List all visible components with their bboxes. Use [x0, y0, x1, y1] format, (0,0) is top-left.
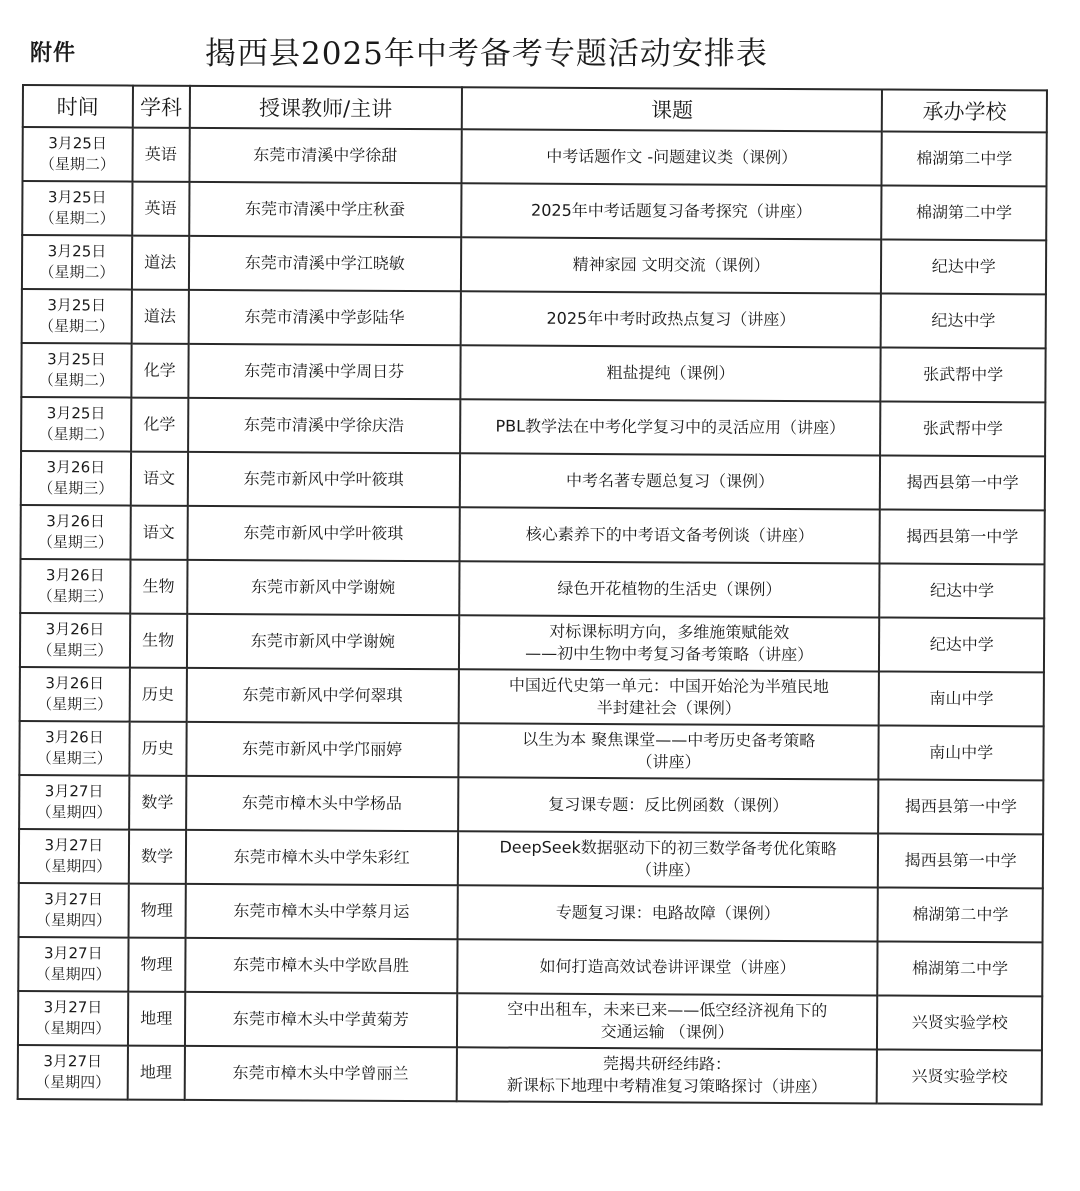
topic-line: 如何打造高效试卷讲评课堂（讲座） — [539, 956, 796, 978]
cell-subject: 生物 — [130, 560, 187, 614]
cell-subject: 英语 — [132, 128, 189, 182]
cell-topic — [460, 345, 881, 401]
cell-topic — [458, 669, 879, 725]
table-row — [22, 235, 1046, 294]
schedule-table — [17, 84, 1048, 1105]
cell-date: 3月27日 — [43, 944, 103, 963]
cell-time — [20, 559, 130, 614]
cell-school: 棉湖第二中学 — [882, 132, 1047, 187]
table-row — [21, 451, 1045, 510]
cell-topic — [459, 561, 880, 617]
topic-line: 半封建社会（课例） — [596, 698, 741, 718]
cell-school: 南山中学 — [879, 671, 1044, 726]
cell-time — [19, 883, 129, 938]
table-row — [21, 343, 1045, 402]
cell-teacher: 东莞市新风中学邝丽婷 — [186, 722, 459, 777]
cell-school: 棉湖第二中学 — [882, 186, 1047, 241]
topic-line: （讲座） — [636, 752, 701, 772]
topic-line: 空中出租车，未来已来——低空经济视角下的 — [507, 999, 828, 1021]
cell-topic — [460, 453, 881, 509]
cell-topic — [457, 1047, 878, 1103]
cell-topic — [458, 723, 879, 779]
cell-topic — [460, 399, 881, 455]
cell-school: 揭西县第一中学 — [878, 779, 1043, 834]
cell-school: 纪达中学 — [881, 294, 1046, 349]
cell-weekday: （星期二） — [39, 317, 115, 336]
cell-topic — [461, 183, 882, 239]
attachment-label: 附件 — [30, 41, 77, 66]
cell-date: 3月27日 — [44, 890, 103, 909]
table-row — [22, 289, 1046, 348]
cell-date: 3月25日 — [47, 242, 107, 261]
header-teacher: 授课教师/主讲 — [189, 86, 461, 129]
topic-line: 莞揭共研经纬路： — [602, 1054, 732, 1074]
cell-teacher: 东莞市新风中学叶筱琪 — [187, 506, 460, 561]
cell-date: 3月25日 — [47, 350, 106, 369]
cell-topic — [457, 993, 878, 1049]
cell-weekday: （星期四） — [35, 1073, 111, 1092]
table-row — [19, 883, 1043, 942]
cell-weekday: （星期三） — [36, 749, 112, 768]
cell-weekday: （星期二） — [38, 371, 114, 390]
topic-line: 以生为本 聚焦课堂——中考历史备考策略 — [522, 729, 816, 751]
cell-weekday: （星期三） — [37, 695, 113, 714]
cell-time — [18, 937, 128, 992]
cell-date: 3月26日 — [45, 674, 105, 693]
cell-subject: 语文 — [130, 506, 187, 560]
topic-line: 专题复习课：电路故障（课例） — [555, 902, 780, 923]
cell-teacher: 东莞市清溪中学周日芬 — [188, 344, 461, 399]
topic-line: 精神家园 文明交流（课例） — [572, 254, 770, 275]
cell-date: 3月27日 — [43, 998, 103, 1017]
cell-teacher: 东莞市樟木头中学欧昌胜 — [185, 938, 458, 993]
table-row — [21, 505, 1045, 564]
cell-time — [22, 181, 132, 236]
topic-line: 交通运输 （课例） — [600, 1022, 734, 1042]
cell-date: 3月26日 — [46, 512, 105, 531]
cell-weekday: （星期四） — [35, 1019, 111, 1038]
cell-date: 3月27日 — [44, 782, 104, 801]
cell-date: 3月25日 — [46, 404, 106, 423]
table-row — [18, 1045, 1042, 1104]
cell-topic — [459, 615, 880, 671]
cell-teacher: 东莞市樟木头中学曾丽兰 — [184, 1046, 457, 1101]
cell-weekday: （星期四） — [36, 803, 112, 822]
header-time: 时间 — [23, 85, 133, 128]
topic-line: PBL教学法在中考化学复习中的灵活应用（讲座） — [495, 416, 846, 438]
cell-teacher: 东莞市清溪中学徐庆浩 — [188, 398, 461, 453]
cell-time — [19, 721, 129, 776]
cell-time — [21, 343, 131, 398]
table-row — [19, 829, 1043, 888]
cell-weekday: （星期二） — [39, 263, 115, 282]
document-title: 揭西县2025年中考备考专题活动安排表 — [205, 36, 768, 72]
cell-subject: 物理 — [128, 938, 185, 992]
cell-time — [20, 613, 130, 668]
cell-subject: 数学 — [129, 776, 186, 830]
table-row — [19, 721, 1043, 780]
table-row — [21, 397, 1045, 456]
cell-school: 棉湖第二中学 — [878, 887, 1043, 942]
cell-school: 揭西县第一中学 — [880, 509, 1045, 564]
topic-line: 2025年中考话题复习备考探究（讲座） — [531, 200, 812, 222]
table-header-row — [23, 85, 1047, 132]
cell-subject: 历史 — [129, 668, 186, 722]
cell-school: 纪达中学 — [880, 563, 1045, 618]
cell-weekday: （星期二） — [38, 425, 114, 444]
cell-topic — [459, 507, 880, 563]
cell-teacher: 东莞市樟木头中学朱彩红 — [185, 830, 458, 885]
cell-teacher: 东莞市樟木头中学杨品 — [186, 776, 459, 831]
table-row — [22, 127, 1046, 186]
topic-line: 复习课专题：反比例函数（课例） — [548, 794, 789, 816]
cell-topic — [458, 777, 879, 833]
cell-teacher: 东莞市清溪中学徐甜 — [189, 128, 462, 183]
topic-line: 核心素养下的中考语文备考例谈（讲座） — [525, 524, 814, 546]
topic-line: 中考名著专题总复习（课例） — [565, 470, 775, 491]
cell-weekday: （星期三） — [37, 533, 114, 552]
cell-weekday: （星期四） — [35, 965, 111, 984]
table-row — [22, 181, 1046, 240]
cell-time — [21, 505, 131, 560]
cell-weekday: （星期二） — [39, 155, 115, 174]
cell-school: 南山中学 — [879, 725, 1044, 780]
cell-school: 张武帮中学 — [880, 402, 1045, 457]
cell-date: 3月27日 — [44, 836, 104, 855]
table-row — [20, 667, 1044, 726]
cell-date: 3月26日 — [45, 620, 105, 639]
topic-line: 绿色开花植物的生活史（课例） — [557, 578, 782, 599]
cell-subject: 历史 — [129, 722, 186, 776]
cell-weekday: （星期四） — [35, 911, 112, 930]
topic-line: 新课标下地理中考精准复习策略探讨（讲座） — [506, 1075, 827, 1097]
cell-weekday: （星期二） — [39, 209, 115, 228]
cell-date: 3月25日 — [48, 134, 107, 153]
cell-teacher: 东莞市新风中学何翠琪 — [186, 668, 459, 723]
cell-subject: 地理 — [128, 992, 185, 1046]
cell-date: 3月26日 — [46, 458, 106, 477]
cell-teacher: 东莞市清溪中学庄秋蚕 — [189, 182, 462, 237]
cell-weekday: （星期三） — [37, 641, 113, 660]
header-school: 承办学校 — [882, 90, 1047, 133]
topic-line: 对标课标明方向，多维施策赋能效 — [549, 621, 790, 643]
cell-date: 3月25日 — [47, 296, 107, 315]
cell-date: 3月26日 — [45, 566, 105, 585]
cell-time — [22, 289, 132, 344]
cell-time — [22, 127, 132, 182]
cell-teacher: 东莞市清溪中学彭陆华 — [188, 290, 461, 345]
cell-topic — [457, 939, 878, 995]
cell-time — [21, 451, 131, 506]
cell-topic — [457, 885, 878, 941]
cell-topic — [461, 129, 882, 185]
cell-teacher: 东莞市新风中学谢婉 — [187, 614, 460, 669]
cell-date: 3月26日 — [45, 728, 104, 747]
cell-school: 纪达中学 — [881, 240, 1046, 295]
cell-school: 兴贤实验学校 — [877, 1049, 1042, 1104]
table-row — [18, 991, 1042, 1050]
cell-school: 兴贤实验学校 — [877, 995, 1042, 1050]
cell-school: 张武帮中学 — [881, 348, 1046, 403]
cell-subject: 化学 — [131, 344, 188, 398]
header-subject: 学科 — [132, 86, 189, 128]
cell-time — [19, 829, 129, 884]
cell-teacher: 东莞市清溪中学江晓敏 — [189, 236, 462, 291]
topic-line: （讲座） — [635, 860, 701, 880]
cell-subject: 地理 — [127, 1046, 184, 1100]
header-topic: 课题 — [462, 87, 883, 131]
cell-subject: 英语 — [132, 182, 189, 236]
cell-time — [22, 235, 132, 290]
topic-line: 中国近代史第一单元：中国开始沦为半殖民地 — [508, 675, 830, 697]
cell-topic — [461, 237, 882, 293]
cell-time — [21, 397, 131, 452]
cell-teacher: 东莞市新风中学叶筱琪 — [187, 452, 460, 507]
cell-date: 3月27日 — [43, 1052, 103, 1071]
cell-weekday: （星期四） — [36, 857, 112, 876]
topic-line: DeepSeek数据驱动下的初三数学备考优化策略 — [499, 837, 837, 859]
cell-subject: 物理 — [128, 884, 185, 938]
cell-teacher: 东莞市樟木头中学蔡月运 — [185, 884, 458, 939]
cell-topic — [458, 831, 879, 887]
cell-subject: 化学 — [131, 398, 188, 452]
cell-date: 3月25日 — [47, 188, 107, 207]
cell-school: 纪达中学 — [879, 617, 1044, 672]
topic-line: 中考话题作文 -问题建议类（课例） — [546, 146, 798, 168]
cell-subject: 语文 — [130, 452, 187, 506]
topic-line: 粗盐提纯（课例） — [606, 363, 735, 383]
cell-school: 棉湖第二中学 — [878, 941, 1043, 996]
cell-weekday: （星期三） — [38, 479, 114, 498]
table-row — [19, 775, 1043, 834]
cell-time — [19, 775, 129, 830]
cell-teacher: 东莞市新风中学谢婉 — [187, 560, 460, 615]
cell-weekday: （星期三） — [37, 587, 113, 606]
cell-school: 揭西县第一中学 — [880, 455, 1045, 510]
table-row — [20, 613, 1044, 672]
cell-subject: 生物 — [130, 614, 187, 668]
topic-line: 2025年中考时政热点复习（讲座） — [546, 308, 796, 330]
cell-school: 揭西县第一中学 — [878, 833, 1043, 888]
cell-subject: 道法 — [131, 290, 188, 344]
cell-teacher: 东莞市樟木头中学黄菊芳 — [185, 992, 458, 1047]
cell-time — [20, 667, 130, 722]
cell-time — [18, 1045, 128, 1100]
topic-line: ——初中生物中考复习备考策略（讲座） — [525, 643, 814, 665]
cell-subject: 数学 — [129, 830, 186, 884]
table-row — [20, 559, 1044, 618]
cell-subject: 道法 — [132, 236, 189, 290]
cell-topic — [460, 291, 881, 347]
cell-time — [18, 991, 128, 1046]
table-row — [18, 937, 1042, 996]
